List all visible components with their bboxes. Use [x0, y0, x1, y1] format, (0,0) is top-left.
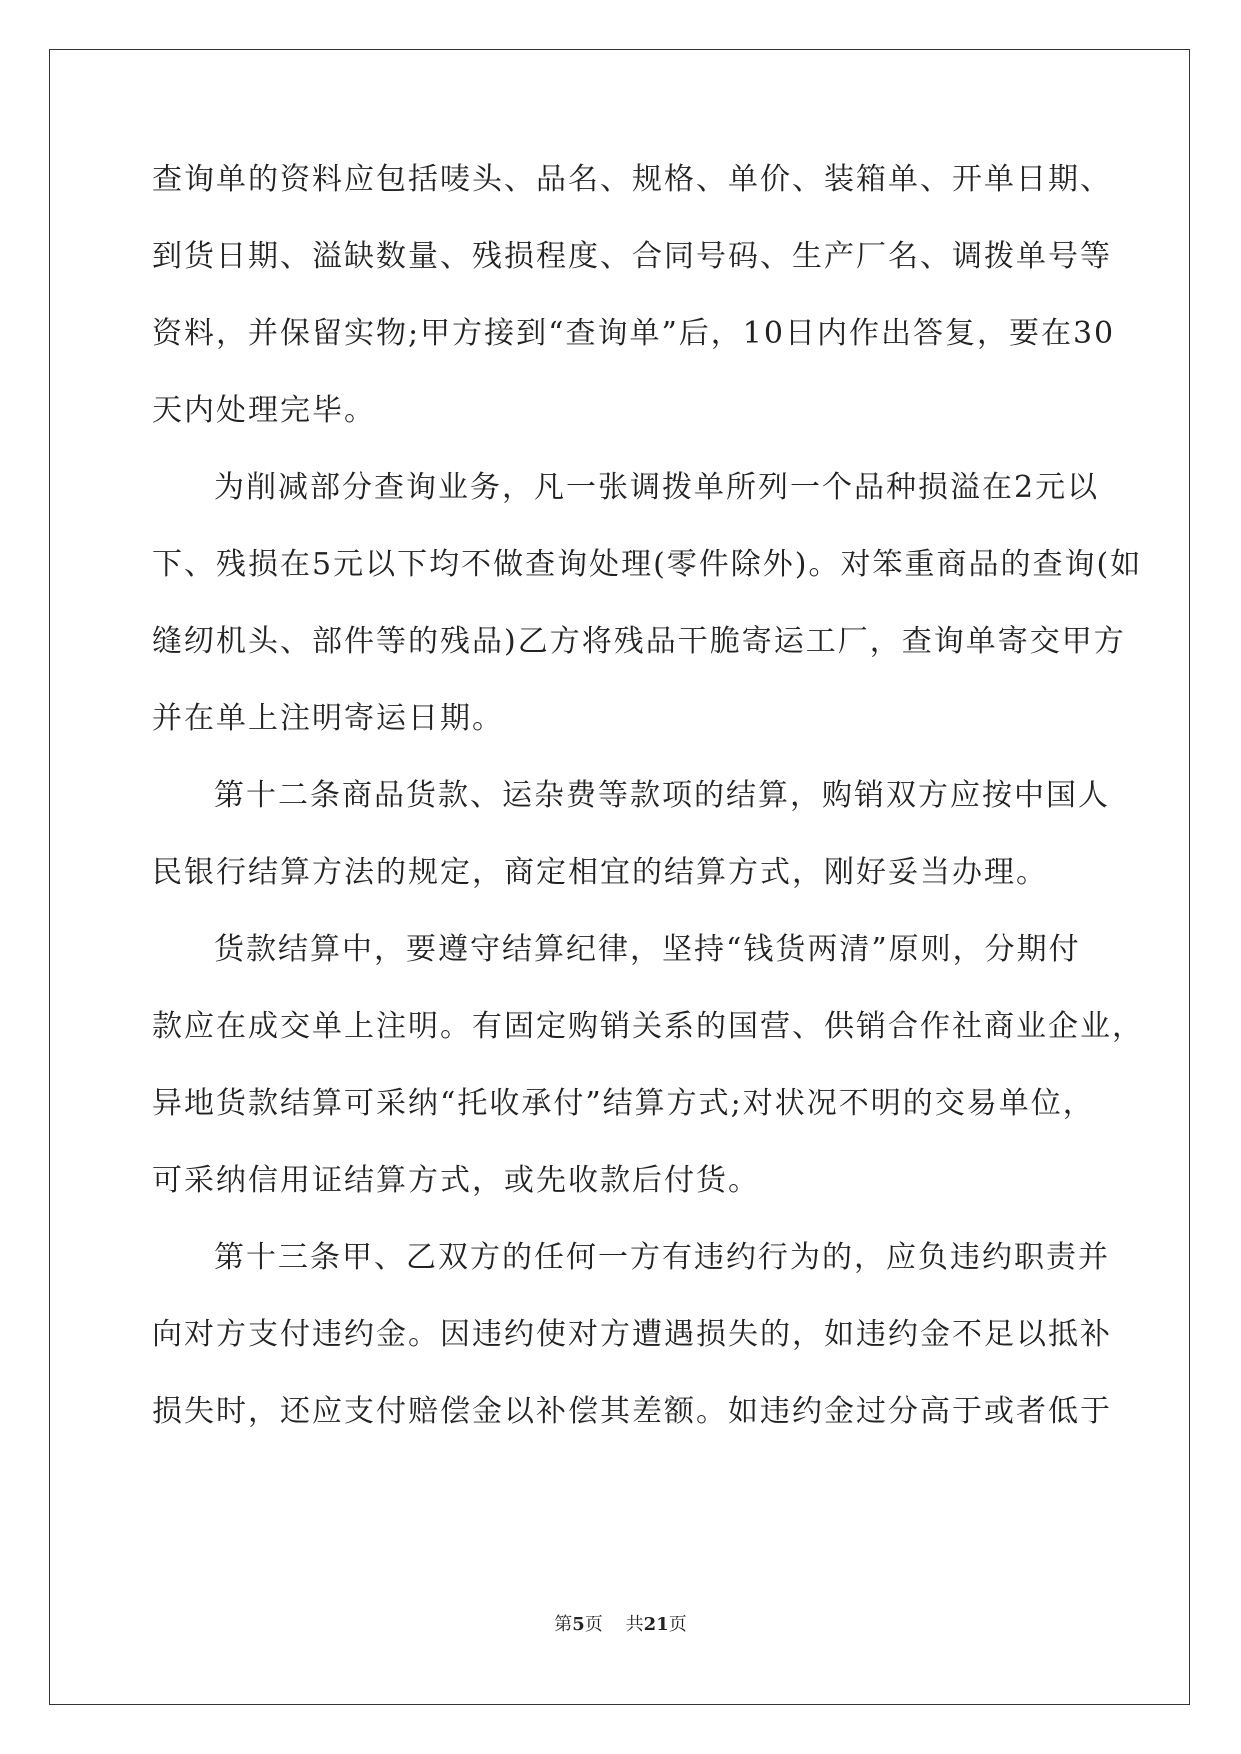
- total-suffix: 页: [668, 1614, 687, 1635]
- paragraph-first-line: 第十二条商品货款、运杂费等款项的结算，购销双方应按中国人: [214, 778, 1110, 813]
- page-prefix: 第: [554, 1614, 573, 1635]
- paragraph-first-line: 为削减部分查询业务，凡一张调拨单所列一个品种损溢在2元以: [214, 470, 1100, 505]
- page-footer: [0, 1614, 1241, 1636]
- text-line: 款应在成交单上注明。有固定购销关系的国营、供销合作社商业企业，: [152, 1009, 1144, 1044]
- text-line: 向对方支付违约金。因违约使对方遭遇损失的，如违约金不足以抵补: [152, 1317, 1112, 1352]
- text-line: 缝纫机头、部件等的残品)乙方将残品干脆寄运工厂，查询单寄交甲方: [152, 624, 1126, 659]
- text-line: 可采纳信用证结算方式，或先收款后付货。: [152, 1163, 760, 1198]
- text-line: 天内处理完毕。: [152, 393, 376, 428]
- text-line: 下、残损在5元以下均不做查询处理(零件除外)。对笨重商品的查询(如: [152, 547, 1143, 582]
- text-line: 民银行结算方法的规定，商定相宜的结算方式，刚好妥当办理。: [152, 855, 1048, 890]
- total-pages: 21: [643, 1614, 669, 1635]
- paragraph-first-line: 货款结算中，要遵守结算纪律，坚持“钱货两清”原则，分期付: [214, 932, 1081, 967]
- page-suffix: 页: [584, 1614, 603, 1635]
- text-line: 到货日期、溢缺数量、残损程度、合同号码、生产厂名、调拨单号等: [152, 239, 1112, 274]
- page-number: 5: [572, 1614, 585, 1635]
- text-line: 损失时，还应支付赔偿金以补偿其差额。如违约金过分高于或者低于: [152, 1394, 1112, 1429]
- paragraph-first-line: 第十三条甲、乙双方的任何一方有违约行为的，应负违约职责并: [214, 1240, 1110, 1275]
- total-prefix: 共: [625, 1614, 644, 1635]
- text-line: 并在单上注明寄运日期。: [152, 701, 504, 736]
- text-line: 查询单的资料应包括唛头、品名、规格、单价、装箱单、开单日期、: [152, 162, 1112, 197]
- text-line: 异地货款结算可采纳“托收承付”结算方式;对状况不明的交易单位，: [152, 1086, 1095, 1121]
- text-line: 资料，并保留实物;甲方接到“查询单”后，10日内作出答复，要在30: [152, 316, 1116, 351]
